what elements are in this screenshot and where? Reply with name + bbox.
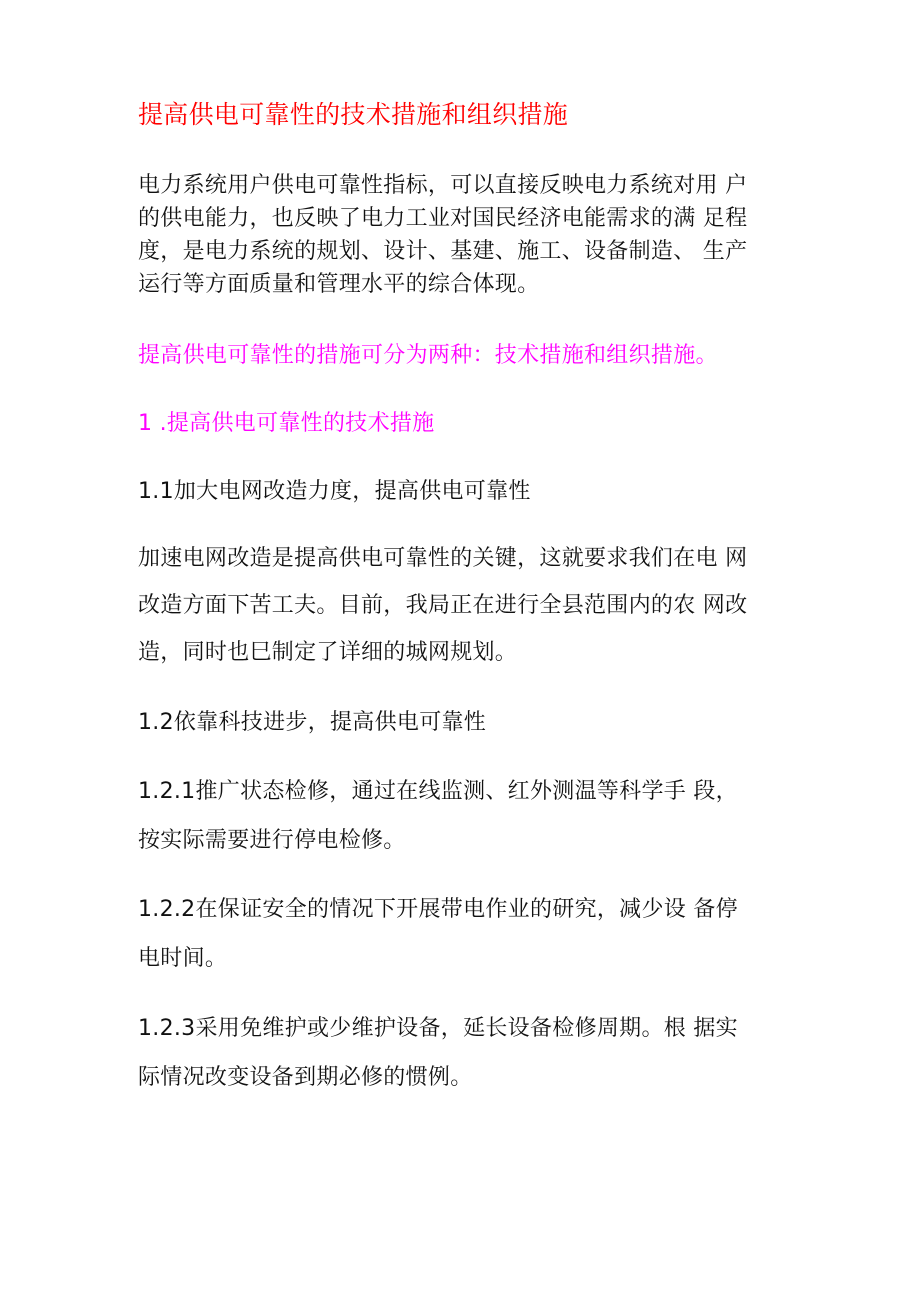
document-title: 提高供电可靠性的技术措施和组织措施: [138, 100, 569, 129]
summary-line: 提高供电可靠性的措施可分为两种：技术措施和组织措施。: [138, 343, 718, 368]
text-line: 按实际需要进行停电检修。: [138, 828, 406, 853]
text-line: 1.2.1推广状态检修，通过在线监测、红外测温等科学手 段，: [138, 779, 738, 804]
text-line: 际情况改变设备到期必修的惯例。: [138, 1065, 473, 1090]
subsection-heading: 1.2依靠科技进步，提高供电可靠性: [138, 710, 487, 735]
text-line: 造，同时也巳制定了详细的城网规划。: [138, 640, 518, 665]
text-line: 1.2.2在保证安全的情况下开展带电作业的研究，减少设 备停: [138, 897, 738, 922]
text-line: 运行等方面质量和管理水平的综合体现。: [138, 272, 540, 297]
text-line: 度，是电力系统的规划、设计、基建、施工、设备制造、 生产: [138, 239, 748, 264]
text-line: 电力系统用户供电可靠性指标，可以直接反映电力系统对用 户: [138, 173, 748, 198]
subsection-heading: 1.1加大电网改造力度，提高供电可靠性: [138, 479, 531, 504]
section-heading: 1 .提高供电可靠性的技术措施: [138, 411, 435, 436]
text-line: 电时间。: [138, 946, 228, 971]
text-line: 1.2.3采用免维护或少维护设备，延长设备检修周期。根 据实: [138, 1016, 738, 1041]
text-line: 的供电能力，也反映了电力工业对国民经济电能需求的满 足程: [138, 206, 748, 231]
text-line: 加速电网改造是提高供电可靠性的关键，这就要求我们在电 网: [138, 546, 748, 571]
text-line: 改造方面下苦工夫。目前，我局正在进行全县范围内的农 网改: [138, 593, 748, 618]
